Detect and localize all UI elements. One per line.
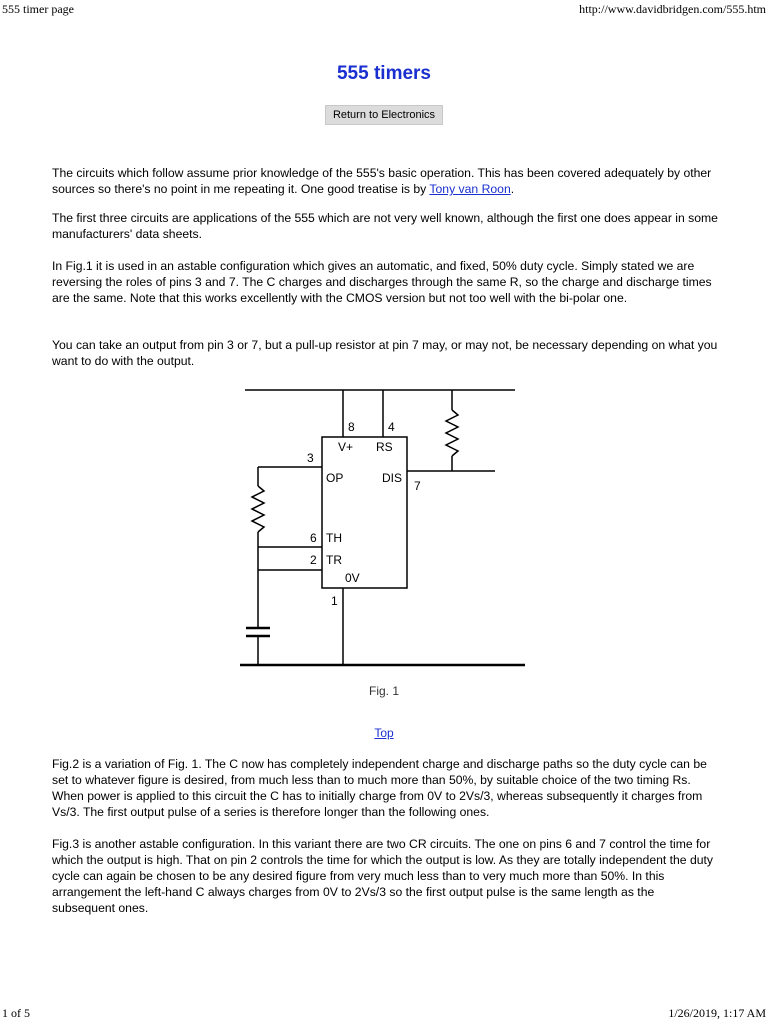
page-title: 555 timers (336, 63, 431, 84)
timing-resistor (252, 486, 264, 532)
intro-text: The circuits which follow assume prior knowledge of the 555's basic operation. This has been covered adequately by other sources so there's no point in me repeating it. One good treatise is by (52, 166, 712, 196)
intro-end: . (510, 182, 515, 196)
paragraph-fig3: Fig.3 is another astable configuration. In this variant there are two CR circuits. The one on pins 6 and 7 control the time for which the output is high. That on pin 2 controls the time for which the output is low. As they are totally independent the duty cycle can again be chosen to be any desired figure from very much less than to very much more than 50%. In this arrangement the left-hand C always charges from 0V to 2Vs/3 so the first output pulse is the same length as the subsequent ones. (52, 837, 714, 915)
paragraph-output: You can take an output from pin 3 or 7, but a pull-up resistor at pin 7 may, or may not, be necessary depending on what you want to do with the output. (52, 338, 718, 368)
pin-number-7: 7 (414, 479, 421, 493)
label-vplus: V+ (338, 440, 354, 454)
pin-number-8: 8 (348, 420, 355, 434)
top-link[interactable]: Top (374, 726, 394, 740)
paragraph-applications: The first three circuits are applications of the 555 which are not very well known, although the first one does appear in some manufacturers' data sheets. (52, 211, 718, 241)
tony-van-roon-link[interactable]: Tony van Roon (429, 182, 511, 196)
print-header (0, 0, 768, 20)
label-tr: TR (326, 553, 342, 567)
label-dis: DIS (382, 471, 403, 485)
print-footer-page: 1 of 5 (2, 1006, 30, 1020)
label-0v: 0V (345, 571, 360, 585)
print-footer-datetime: 1/26/2019, 1:17 AM (668, 1006, 766, 1020)
paragraph-fig1-description: In Fig.1 it is used in an astable configuration which gives an automatic, and fixed, 50% duty cycle. Simply stated we are reversing the roles of pins 3 and 7. The C charges and discharges through the same R, so the charge and discharge times are the same. Note that this works excellently with the CMOS version but not too well with the bi-polar one. (52, 259, 712, 305)
paragraph-fig2: Fig.2 is a variation of Fig. 1. The C now has completely independent charge and discharge paths so the duty cycle can be set to whatever figure is desired, from much less than to much more than 50%, by suitable choice of the two timing Rs. When power is applied to this circuit the C has to initially charge from 0V to 2Vs/3, whereas subsequently it charges from Vs/3. The first output pulse of a series is therefore longer than the following ones. (52, 757, 707, 819)
pullup-resistor (446, 410, 458, 456)
pin-number-1: 1 (331, 594, 338, 608)
print-footer (0, 1004, 768, 1024)
pin-number-3: 3 (307, 451, 314, 465)
label-op: OP (326, 471, 344, 485)
intro-paragraph (52, 165, 720, 197)
pin-number-4: 4 (388, 420, 395, 434)
label-th: TH (326, 531, 342, 545)
pin-number-2: 2 (310, 553, 317, 567)
return-to-electronics-button[interactable]: Return to Electronics (325, 105, 443, 125)
fig1-schematic (0, 380, 768, 680)
label-rs: RS (376, 440, 393, 454)
print-header-url: http://www.davidbridgen.com/555.htm (579, 2, 766, 16)
fig1-caption: Fig. 1 (368, 684, 399, 698)
print-header-title: 555 timer page (2, 2, 74, 16)
pin-number-6: 6 (310, 531, 317, 545)
